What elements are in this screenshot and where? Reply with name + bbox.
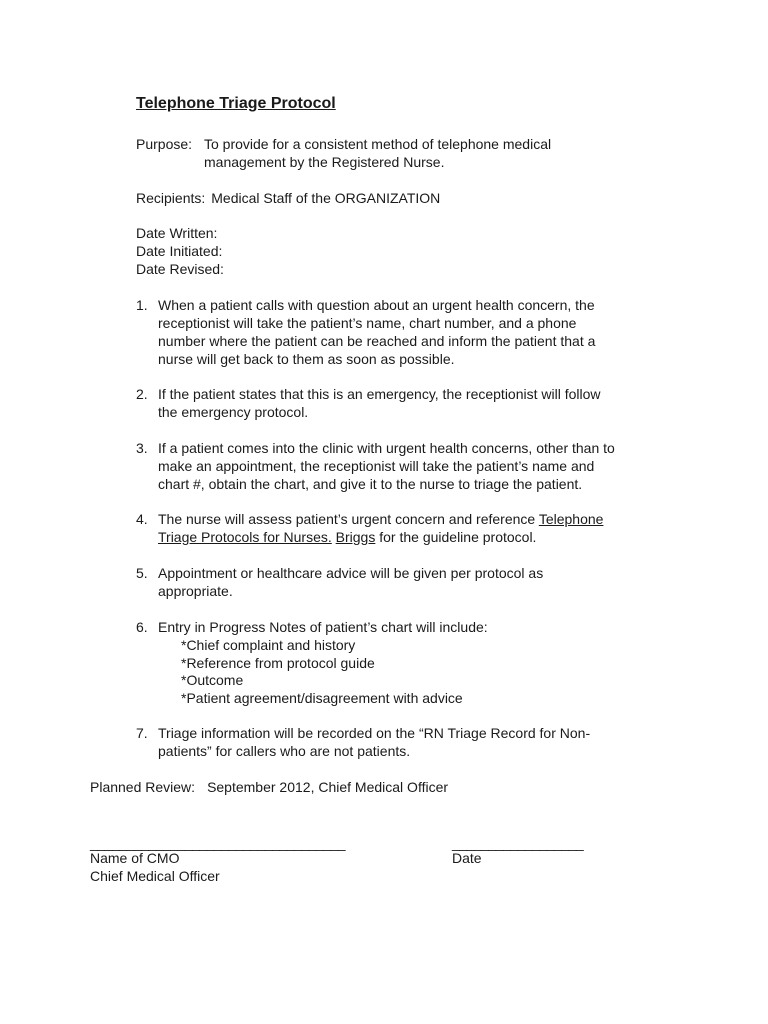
list-item-number: 2.	[136, 386, 148, 402]
sub-list-item: *Reference from protocol guide	[181, 655, 375, 671]
recipients-value: Medical Staff of the ORGANIZATION	[211, 190, 441, 206]
signature-name-label: Name of CMO	[90, 850, 180, 866]
list-item-text	[158, 528, 536, 546]
list-item-text: number where the patient can be reached and inform the patient that a	[158, 333, 596, 349]
sub-list-item: *Chief complaint and history	[181, 637, 356, 653]
list-item-text: If a patient comes into the clinic with urgent health concerns, other than to	[158, 440, 615, 456]
signature-date-label: Date	[452, 850, 482, 866]
purpose-label: Purpose:	[136, 136, 193, 152]
list-item-text: nurse will get back to them as soon as possible.	[158, 351, 455, 367]
list-item-number: 7.	[136, 725, 148, 741]
date-initiated: Date Initiated:	[136, 243, 223, 259]
date-signature-line: __________________	[452, 835, 584, 851]
signature-title: Chief Medical Officer	[90, 868, 220, 884]
list-item-number: 3.	[136, 440, 148, 456]
document-title: Telephone Triage Protocol	[136, 95, 336, 112]
list-item-text: patients” for callers who are not patients.	[158, 743, 411, 759]
list-item-text: Triage information will be recorded on the “RN Triage Record for Non-	[158, 725, 591, 741]
item-text: for the guideline protocol.	[375, 529, 537, 545]
list-item-text: the emergency protocol.	[158, 404, 309, 420]
list-item-number: 4.	[136, 511, 148, 527]
list-item-text: When a patient calls with question about an urgent health concern, the	[158, 297, 595, 313]
sub-list-item: *Outcome	[181, 672, 244, 688]
list-item-text: Entry in Progress Notes of patient’s chart will include:	[158, 619, 488, 635]
recipients-line	[136, 189, 440, 207]
list-item-number: 1.	[136, 297, 148, 313]
reference-title-link: Telephone	[538, 511, 604, 527]
list-item-text: receptionist will take the patient’s name, chart number, and a phone	[158, 315, 577, 331]
list-item-number: 6.	[136, 619, 148, 635]
list-item-text: chart #, obtain the chart, and give it to the nurse to triage the patient.	[158, 476, 583, 492]
reference-title-link: Triage Protocols for Nurses.	[158, 529, 332, 545]
purpose-text-line-2: management by the Registered Nurse.	[204, 154, 445, 170]
date-written: Date Written:	[136, 225, 218, 241]
purpose-text-line-1: To provide for a consistent method of telephone medical	[204, 136, 552, 152]
list-item-number: 5.	[136, 565, 148, 581]
list-item-text: make an appointment, the receptionist will take the patient’s name and	[158, 458, 595, 474]
date-revised: Date Revised:	[136, 261, 224, 277]
signature-line: ___________________________________	[90, 835, 346, 851]
list-item-text: If the patient states that this is an emergency, the receptionist will follow	[158, 386, 601, 402]
planned-review-line	[90, 778, 448, 796]
list-item-text: appropriate.	[158, 583, 233, 599]
planned-review-label: Planned Review:	[90, 779, 196, 795]
item-text: The nurse will assess patient’s urgent concern and reference	[158, 511, 539, 527]
list-item-text	[158, 510, 603, 528]
planned-review-value: September 2012, Chief Medical Officer	[207, 779, 449, 795]
list-item-text: Appointment or healthcare advice will be given per protocol as	[158, 565, 544, 581]
reference-author-link: Briggs	[335, 529, 376, 545]
sub-list-item: *Patient agreement/disagreement with advice	[181, 690, 463, 706]
recipients-label: Recipients:	[136, 190, 206, 206]
